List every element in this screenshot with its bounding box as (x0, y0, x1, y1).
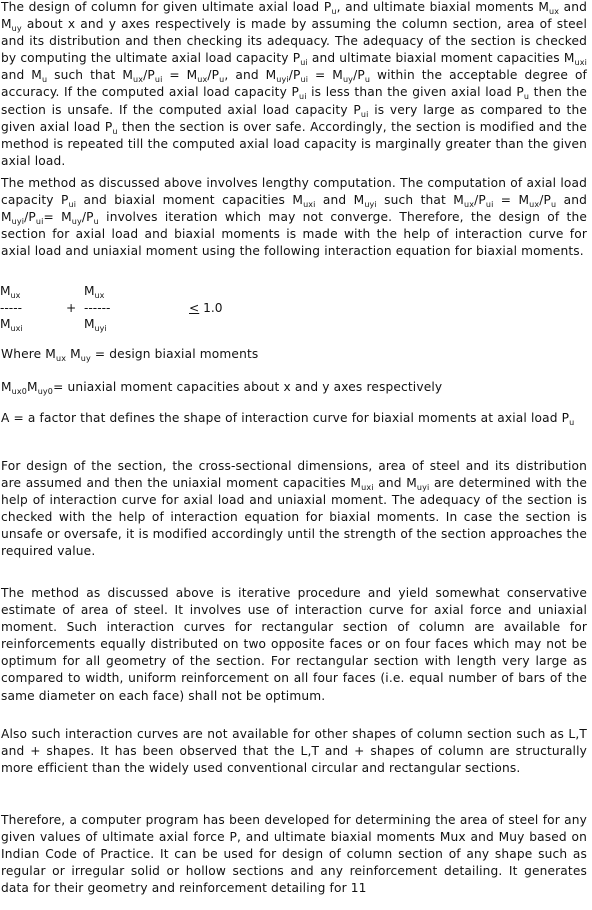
text-run: /P (474, 193, 486, 208)
subscript: u (569, 418, 575, 427)
paragraph-design-procedure (1, 458, 587, 561)
text-run: within the acceptable degree of accuracy. If the computed axial load capacity P (1, 68, 587, 100)
subscript: uy0 (37, 387, 54, 396)
text-run: then the section is over safe. Accordingly, the section is modified and the method is repeated till the computed axial load capacity is marginally greater than the given axial load. (1, 119, 587, 168)
subscript: ui (154, 75, 163, 85)
term1-denominator: $M_{uxi}$ (0, 317, 23, 333)
paragraph-where-definition (1, 346, 587, 363)
paragraph-other-shapes (1, 726, 587, 777)
text-run: = M (43, 210, 72, 225)
subscript: u (331, 7, 337, 16)
subscript: ux (197, 75, 208, 85)
text-run: M (1, 380, 12, 394)
subscript: u (551, 200, 557, 210)
plus-sign: + (66, 301, 77, 315)
term1-fraction-bar: ----- (0, 301, 22, 315)
subscript: ux0 (11, 387, 28, 396)
text-run: involves iteration which may not converge. Therefore, the design of the section for axial load and biaxial moments is made with the help of interaction curve for axial load and uniaxial moment using the following interaction equation for biaxial moments. (1, 210, 587, 259)
text-run: M (66, 347, 81, 361)
subscript: uyi (11, 217, 25, 227)
subscript: ui (485, 200, 494, 210)
text-run: The method as discussed above involves lengthy computation. The computation of axial load capacity P (1, 176, 587, 208)
subscript: ui (300, 58, 308, 68)
text-run: /P (288, 68, 301, 83)
inequality: < 1.0 (189, 301, 223, 315)
text-run: and M (1, 68, 42, 83)
subscript: uy (71, 217, 82, 227)
subscript: ux (529, 200, 540, 210)
text-run: such that M (47, 68, 133, 83)
text-run: and M (315, 193, 365, 208)
text-run: = M (493, 193, 530, 208)
text-run: /P (81, 210, 94, 225)
subscript: uy (80, 354, 91, 363)
text-run: about x and y axes respectively is made by assuming the column section, area of steel and its distribution and then checking its adequacy. The adequacy of the section is checked by computing the ultimate axial load capacity P (1, 17, 587, 66)
text-run: /P (24, 210, 36, 225)
text-run: Also such interaction curves are not available for other shapes of column section such as L,T and + shapes. It has been observed that the L,T and + shapes of column are structurally more efficient than the widely used conventional circular and rectangular sections. (1, 727, 587, 776)
text-run: = M (162, 68, 198, 83)
paragraph-iterative-procedure (1, 585, 587, 705)
paragraph-lengthy-computation (1, 175, 587, 260)
text-run: , and M (224, 68, 277, 83)
text-run: M (27, 380, 38, 394)
text-run: and ultimate biaxial moment capacities M (307, 51, 575, 66)
subscript: u (364, 75, 371, 85)
text-run: such that M (376, 193, 464, 208)
paragraph-uniaxial-capacities (1, 379, 587, 396)
subscript: u (93, 217, 99, 227)
paragraph-column-design-method (1, 0, 587, 170)
term2-denominator: $M_{uyi}$ (84, 317, 107, 333)
subscript: u (523, 92, 530, 102)
term2-numerator: $M_{ux}$ (84, 284, 105, 300)
subscript: ux (133, 75, 144, 85)
subscript: uyi (364, 200, 377, 210)
text-run: and biaxial moment capacities M (76, 193, 304, 208)
subscript: u (219, 75, 225, 85)
subscript: ui (360, 109, 369, 119)
subscript: uy (342, 75, 354, 85)
subscript: uxi (361, 483, 374, 493)
subscript: ui (68, 200, 77, 210)
subscript: ui (299, 92, 307, 102)
subscript: ui (35, 217, 44, 227)
text-run: is very large as compared to the given axial load P (1, 102, 588, 134)
text-run: and M (373, 476, 417, 491)
text-run: = uniaxial moment capacities about x and y axes respectively (53, 380, 443, 394)
interaction-equation (0, 283, 300, 335)
subscript: u (41, 75, 48, 85)
subscript: ux (463, 200, 475, 210)
text-run: and M (1, 0, 588, 32)
subscript: ux (55, 354, 67, 363)
text-run: then the section is unsafe. If the computed axial load capacity P (1, 85, 587, 117)
subscript: ui (300, 75, 309, 85)
text-run: = M (308, 68, 343, 83)
text-run: A = a factor that defines the shape of interaction curve for biaxial moments at axial load P (1, 411, 570, 425)
text-run: and M (1, 193, 588, 225)
subscript: u (112, 126, 118, 136)
text-run: , and ultimate biaxial moments M (336, 0, 549, 14)
text-run: are determined with the help of interaction curve for axial load and uniaxial moment. The adequacy of the section is checked with the help of interaction equation for biaxial moments. In case the section is unsafe or oversafe, it is modified accordingly until the strength of the section approaches the required value. (1, 476, 588, 559)
text-run: /P (539, 193, 552, 208)
text-run: /P (207, 68, 220, 83)
text-run: Therefore, a computer program has been developed for determining the area of steel for any given values of ultimate axial force P, and ultimate biaxial moments Mux and Muy based on Indian Code of Practice. It can be used for design of column section of any shape such as regular or irregular solid or hollow sections and any reinforcement detailing. It generates data for their geometry and reinforcement detailing for 11 (1, 813, 587, 896)
term1-numerator: $M_{ux}$ (0, 284, 21, 300)
subscript: uyi (276, 75, 289, 85)
text-run: /P (353, 68, 365, 83)
text-run: is less than the given axial load P (306, 85, 524, 100)
text-run: The design of column for given ultimate axial load P (1, 0, 332, 14)
text-run: For design of the section, the cross-sectional dimensions, area of steel and its distribution are assumed and then the uniaxial moment capacities M (1, 459, 587, 491)
text-run: Where M (1, 347, 56, 361)
paragraph-factor-a (1, 410, 587, 427)
subscript: uxi (303, 200, 316, 210)
text-run: The method as discussed above is iterative procedure and yield somewhat conservative estimate of area of steel. It involves use of interaction curve for axial force and uniaxial moment. Such interaction curves for rectangular section of column are available for reinforcements equally distributed on two opposite faces or on four faces which may not be optimum for all geometry of the section. For rectangular section with length very large as compared to width, uniform reinforcement on all four faces (i.e. equal number of bars of the same diameter on each face) shall not be optimum. (1, 586, 587, 703)
subscript: uyi (416, 483, 430, 493)
subscript: uy (11, 24, 22, 34)
subscript: ux (549, 7, 560, 16)
term2-fraction-bar: ------ (84, 301, 111, 315)
text-run: /P (143, 68, 155, 83)
paragraph-computer-program (1, 812, 587, 897)
subscript: uxi (574, 58, 587, 68)
text-run: = design biaxial moments (90, 347, 259, 361)
